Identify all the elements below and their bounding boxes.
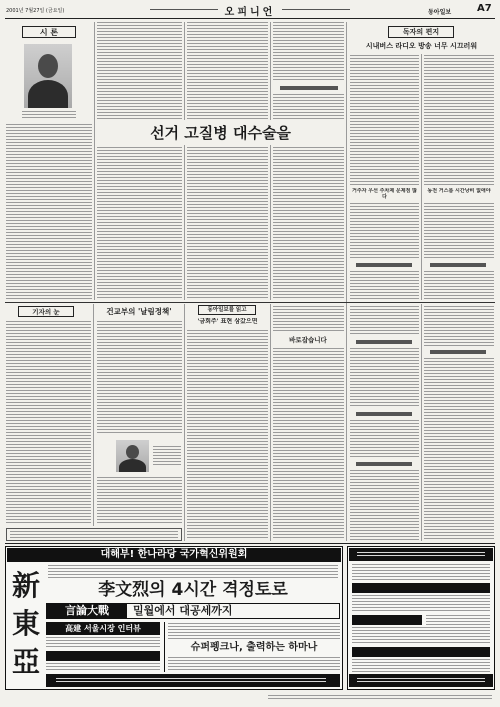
reporter-body (97, 321, 182, 435)
reader-label: 동아일보를 읽고 (198, 305, 256, 315)
feature-tail: 밀월에서 대공세까지 (133, 604, 233, 617)
column-divider (421, 54, 422, 300)
ad-item (352, 647, 490, 657)
letter-body (350, 470, 419, 540)
ad-footer-bar (349, 674, 493, 687)
letters-headline: 시내버스 라디오 방송 너무 시끄러워 (365, 42, 478, 50)
magazine-logo-char: 新 (11, 569, 40, 602)
columnist-photo (24, 44, 72, 108)
subheading (280, 86, 338, 90)
letter-body (350, 420, 419, 458)
reporter-label: 기자의 눈 (18, 306, 74, 317)
page-number: A7 (477, 3, 492, 14)
ad-text (48, 565, 338, 578)
letter-body (350, 203, 419, 259)
issue-date: 2001년 7월27일 (금요일) (6, 8, 65, 14)
letter-body (424, 271, 494, 300)
letter-heading-parking: 거주자 우선 주차제 문제점 많다 (352, 188, 417, 200)
column-divider (270, 145, 271, 300)
letter-body (350, 348, 419, 408)
ad-text (46, 637, 160, 649)
ad-text (352, 659, 490, 672)
ad-divider (164, 622, 165, 672)
column-divider (346, 22, 347, 541)
publisher-info-text (10, 531, 178, 539)
ad-banner (349, 548, 493, 561)
ad-item (352, 583, 490, 593)
magazine-ad[interactable] (5, 546, 343, 690)
editorial-body (97, 147, 182, 300)
letter-heading (356, 412, 412, 416)
feature-label: 言論大戰 (47, 604, 127, 618)
masthead-rule (5, 18, 495, 19)
ad-text (168, 623, 340, 639)
column-divider (270, 22, 271, 120)
magazine-logo-char: 東 (11, 607, 40, 640)
column-divider (94, 22, 95, 300)
reader-body (187, 330, 268, 540)
letter-heading (430, 263, 486, 267)
letter-heading (356, 340, 412, 344)
editorial-body (273, 94, 344, 120)
photo-caption (22, 111, 76, 119)
feature-row (46, 603, 340, 619)
column-body (6, 124, 92, 300)
interview-label: 高建 서울시장 인터뷰 (46, 622, 160, 635)
reader-body (273, 306, 344, 333)
editorial-headline: 선거 고질병 대수술을 (150, 124, 291, 142)
photo-caption (153, 446, 181, 466)
column-divider (421, 304, 422, 541)
editorial-body (273, 22, 344, 82)
letter-heading (356, 263, 412, 267)
ad-banner: 대해부! 한나라당 국가혁신위원회 (7, 548, 341, 562)
editorial-body (273, 147, 344, 300)
ad-rule (5, 543, 495, 544)
reporter-body (6, 321, 91, 525)
column-divider (93, 304, 94, 526)
page-footnote (268, 695, 492, 701)
letter-heading-coins: 동전 거스름 시간낭비 없애야 (427, 188, 491, 194)
ad-footer-text (357, 678, 485, 683)
ad-text (46, 663, 160, 672)
title-rule-right (282, 9, 350, 10)
ad-text (352, 564, 490, 581)
ad-teaser: 슈퍼펭크나, 출력하는 하마나 (190, 642, 318, 653)
ad-footer-text (56, 678, 326, 683)
correction-label: 바로잡습니다 (289, 336, 327, 344)
editorial-body (187, 22, 268, 120)
column-divider (184, 304, 185, 541)
ad-text (352, 627, 490, 645)
section-title: 오피니언 (224, 7, 276, 18)
letter-body (424, 203, 494, 259)
publisher-info (6, 528, 182, 541)
magazine-logo-char: 亞 (11, 645, 40, 678)
letter-body (350, 271, 419, 300)
letter-body (424, 55, 494, 185)
ad-banner-text (357, 552, 485, 557)
reporter-photo (116, 440, 149, 472)
letters-label: 독자의 편지 (388, 26, 454, 38)
letter-body (424, 306, 494, 346)
ad-footer-bar (46, 674, 340, 687)
letter-heading (356, 462, 412, 466)
paper-name: 동아일보 (428, 9, 452, 16)
letter-heading (430, 350, 486, 354)
correction-body (273, 348, 344, 540)
magazine-logo (8, 567, 44, 685)
reporter-headline: 건교부의 '날림정책' (106, 307, 172, 316)
column-divider (184, 22, 185, 120)
section-rule (5, 302, 495, 303)
ad-text (168, 657, 340, 672)
masthead (0, 0, 500, 20)
ad-text (426, 615, 490, 625)
column-label: 시 론 (22, 26, 76, 38)
letter-body (350, 55, 419, 185)
ad-text (352, 595, 490, 613)
book-ad[interactable] (347, 546, 495, 690)
column-divider (184, 145, 185, 300)
ad-item (352, 615, 422, 625)
reporter-body (97, 477, 182, 525)
letter-body (350, 306, 419, 336)
ad-item (46, 651, 160, 661)
reader-headline: '금회주' 표현 삼갔으면 (197, 318, 258, 325)
letter-body (424, 358, 494, 540)
editorial-body (97, 22, 182, 120)
editorial-body (187, 147, 268, 300)
ad-headline: 李文烈의 4시간 격정토로 (98, 580, 288, 600)
column-divider (270, 304, 271, 541)
